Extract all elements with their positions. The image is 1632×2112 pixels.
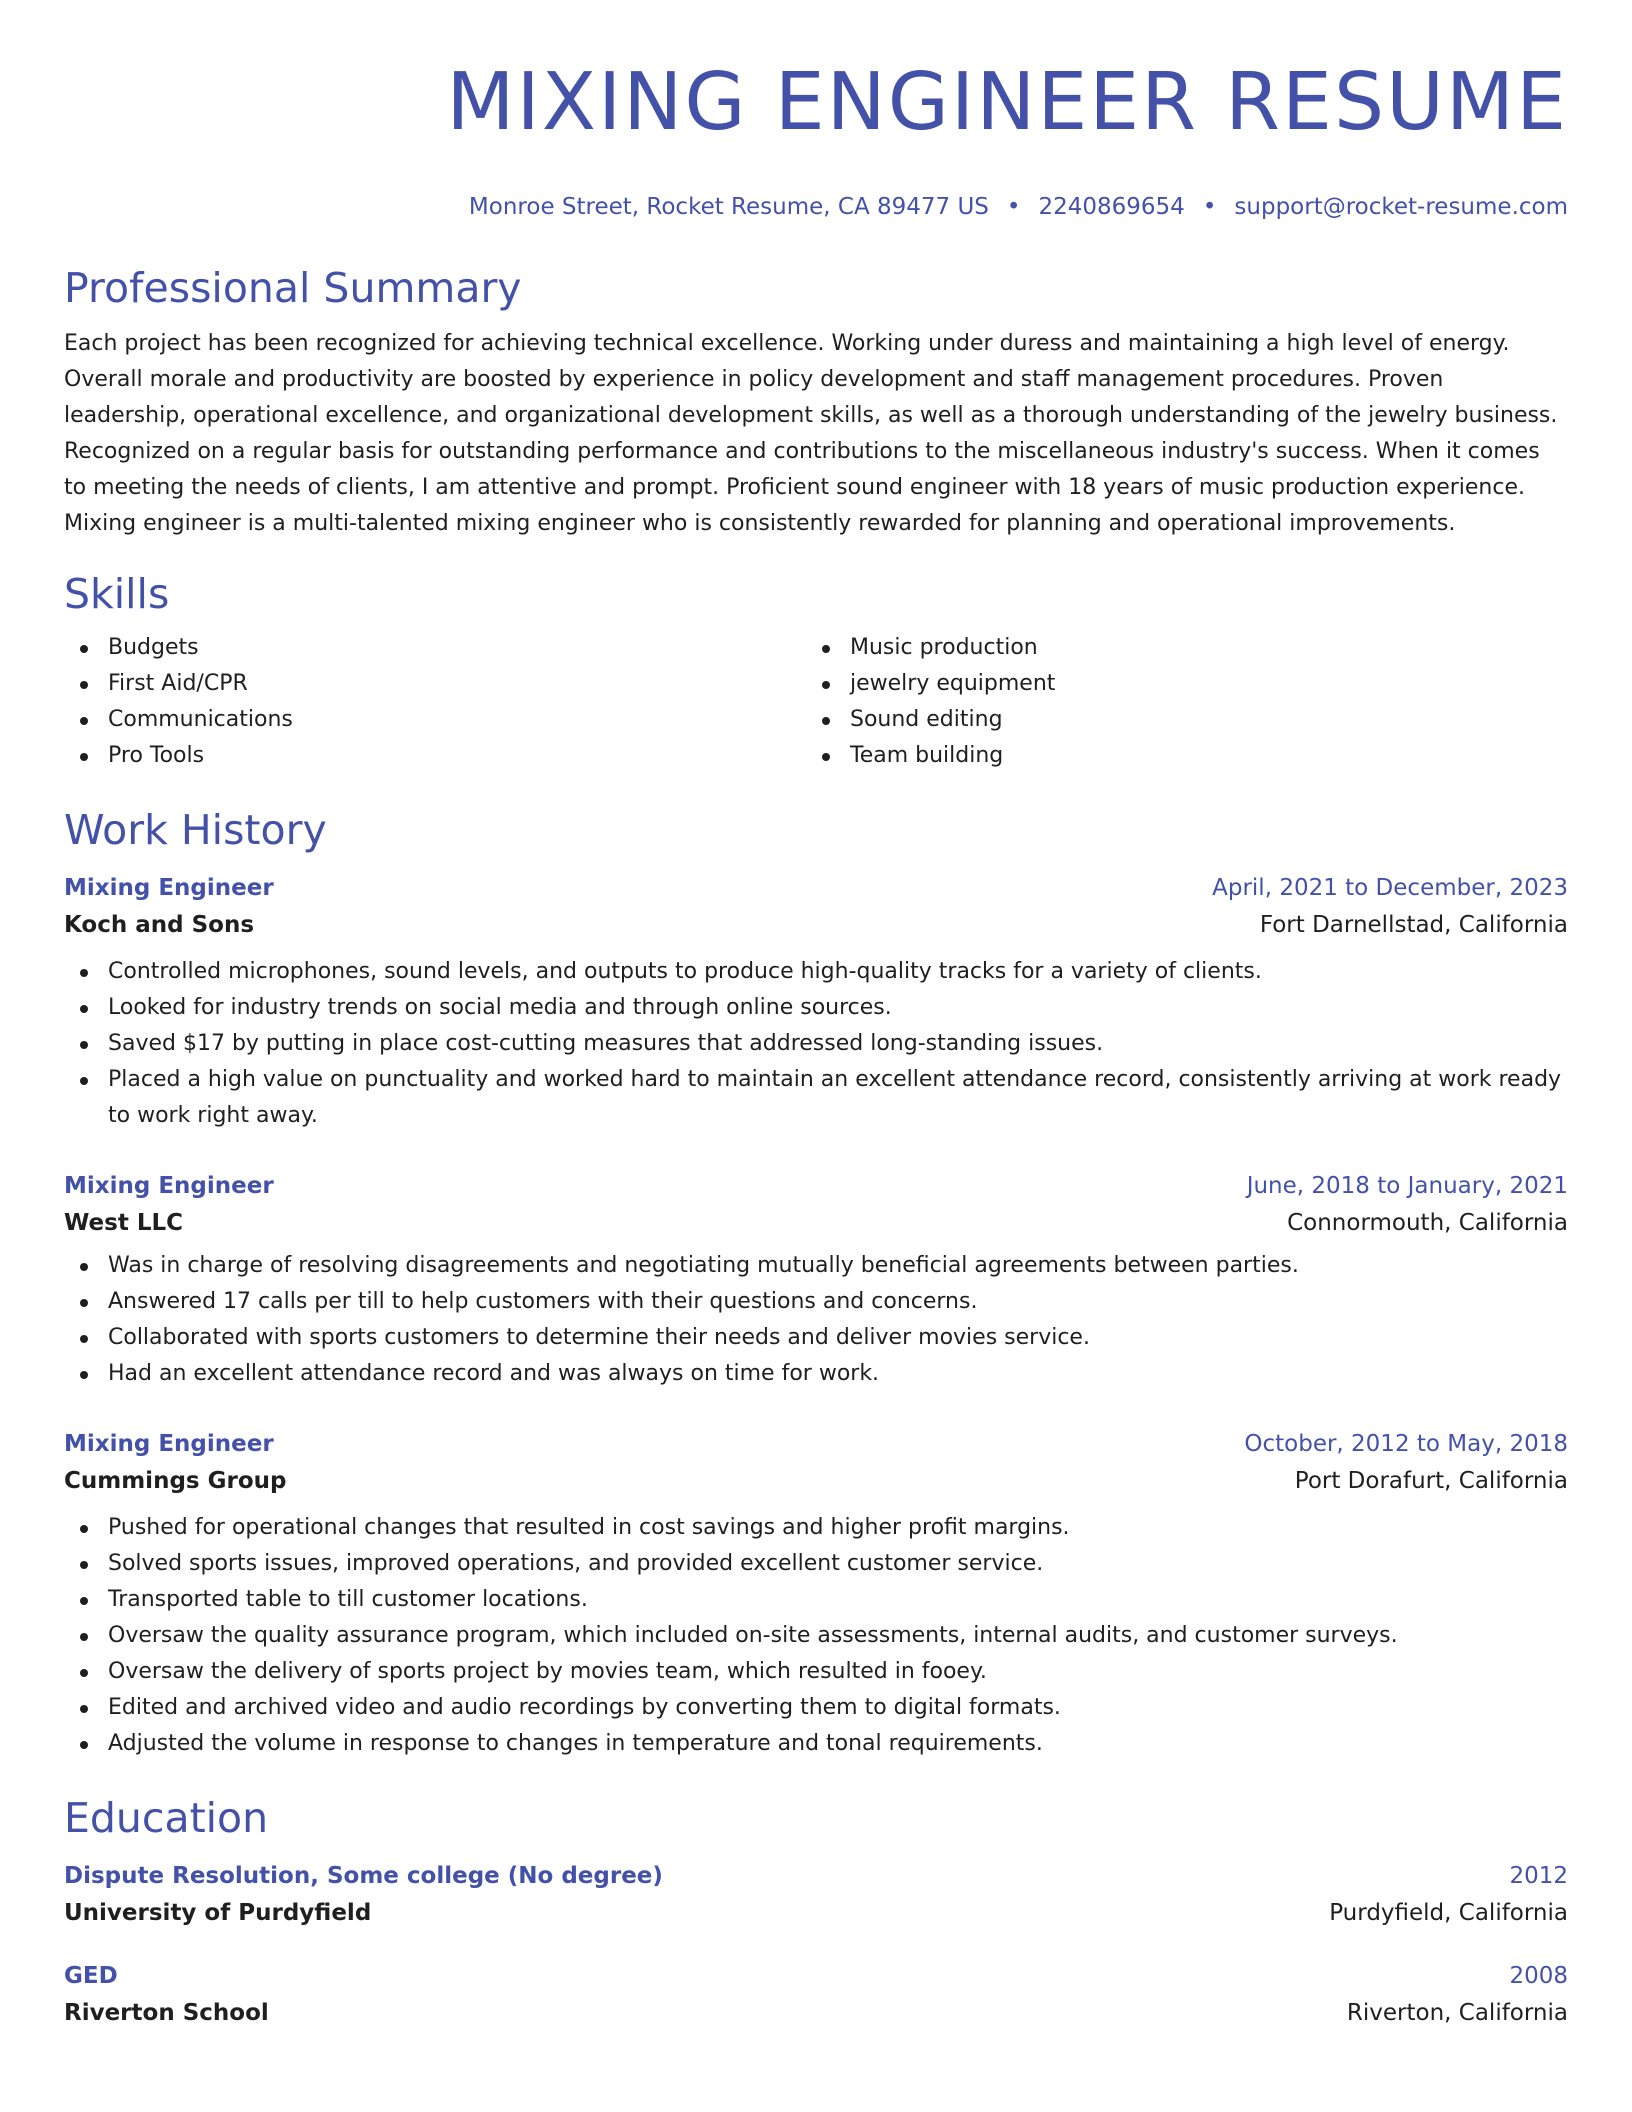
education-degree: Dispute Resolution, Some college (No degree)	[64, 1863, 663, 1889]
job-company: Koch and Sons	[64, 912, 255, 938]
skill-item: Pro Tools	[64, 738, 806, 774]
job-dates: June, 2018 to January, 2021	[1246, 1173, 1568, 1199]
skill-item: Budgets	[64, 630, 806, 666]
education-location: Purdyfield, California	[1329, 1900, 1568, 1926]
job-role: Mixing Engineer	[64, 1431, 274, 1457]
job-bullets	[64, 1510, 1568, 1762]
skills-list	[64, 630, 1568, 774]
skills-heading: Skills	[64, 570, 170, 618]
skill-item: jewelry equipment	[806, 666, 1548, 702]
job-bullet: Pushed for operational changes that resulted in cost savings and higher profit margins.	[64, 1510, 1568, 1546]
job-bullet: Transported table to till customer locations.	[64, 1582, 1568, 1618]
job-bullet: Edited and archived video and audio recordings by converting them to digital formats.	[64, 1690, 1568, 1726]
education-school: University of Purdyfield	[64, 1900, 372, 1926]
job-dates: October, 2012 to May, 2018	[1244, 1431, 1568, 1457]
job-bullet: Was in charge of resolving disagreements and negotiating mutually beneficial agreements between parties.	[64, 1248, 1568, 1284]
job-bullet: Solved sports issues, improved operations, and provided excellent customer service.	[64, 1546, 1568, 1582]
skills-column-right	[806, 630, 1548, 774]
job-bullet: Had an excellent attendance record and was always on time for work.	[64, 1356, 1568, 1392]
contact-email: support@rocket-resume.com	[1234, 194, 1568, 220]
job-company: Cummings Group	[64, 1468, 287, 1494]
contact-line	[64, 192, 1568, 222]
education-entry	[64, 1958, 1568, 2032]
job-company: West LLC	[64, 1210, 184, 1236]
skill-item: First Aid/CPR	[64, 666, 806, 702]
job-bullets	[64, 1248, 1568, 1392]
contact-phone: 2240869654	[1038, 194, 1185, 220]
education-year: 2008	[1509, 1963, 1568, 1989]
summary-text: Each project has been recognized for achieving technical excellence. Working under duress and maintaining a high level of energy. Overall morale and productivity are boosted by experience in policy development and staff management procedures. Proven leadership, operational excellence, and organizational development skills, as well as a thorough understanding of the jewelry business. Recognized on a regular basis for outstanding performance and contributions to the miscellaneous industry's success. When it comes to meeting the needs of clients, I am attentive and prompt. Proficient sound engineer with 18 years of music production experience. Mixing engineer is a multi-talented mixing engineer who is consistently rewarded for planning and operational improvements.	[64, 331, 1558, 536]
job-bullet: Saved $17 by putting in place cost-cutting measures that addressed long-standing issues.	[64, 1026, 1568, 1062]
job-role: Mixing Engineer	[64, 875, 274, 901]
skill-item: Sound editing	[806, 702, 1548, 738]
job-bullet: Oversaw the delivery of sports project by movies team, which resulted in fooey.	[64, 1654, 1568, 1690]
skill-item: Team building	[806, 738, 1548, 774]
skill-item: Music production	[806, 630, 1548, 666]
education-degree: GED	[64, 1963, 118, 1989]
contact-address: Monroe Street, Rocket Resume, CA 89477 US	[468, 194, 989, 220]
job-bullet: Oversaw the quality assurance program, which included on-site assessments, internal audits, and customer surveys.	[64, 1618, 1568, 1654]
skills-column-left	[64, 630, 806, 774]
education-location: Riverton, California	[1346, 2000, 1568, 2026]
job-role: Mixing Engineer	[64, 1173, 274, 1199]
education-entry	[64, 1858, 1568, 1932]
job-bullet: Answered 17 calls per till to help customers with their questions and concerns.	[64, 1284, 1568, 1320]
education-heading: Education	[64, 1794, 269, 1842]
education-school: Riverton School	[64, 2000, 269, 2026]
job-location: Port Dorafurt, California	[1294, 1468, 1568, 1494]
education-year: 2012	[1509, 1863, 1568, 1889]
job-bullet: Placed a high value on punctuality and worked hard to maintain an excellent attendance record, consistently arriving at work ready to work right away.	[64, 1062, 1568, 1134]
contact-separator: •	[1006, 194, 1021, 220]
work-history-heading: Work History	[64, 806, 327, 854]
job-entry	[64, 1426, 1568, 1762]
job-bullet: Looked for industry trends on social media and through online sources.	[64, 990, 1568, 1026]
job-dates: April, 2021 to December, 2023	[1212, 875, 1568, 901]
job-bullets	[64, 954, 1568, 1134]
resume-page	[64, 0, 1568, 2032]
skill-item: Communications	[64, 702, 806, 738]
contact-separator: •	[1202, 194, 1217, 220]
job-bullet: Collaborated with sports customers to determine their needs and deliver movies service.	[64, 1320, 1568, 1356]
job-entry	[64, 870, 1568, 1134]
summary-heading: Professional Summary	[64, 264, 522, 312]
resume-title: MIXING ENGINEER RESUME	[446, 56, 1568, 148]
job-entry	[64, 1168, 1568, 1392]
job-bullet: Controlled microphones, sound levels, and outputs to produce high-quality tracks for a variety of clients.	[64, 954, 1568, 990]
job-location: Fort Darnellstad, California	[1259, 912, 1568, 938]
job-bullet: Adjusted the volume in response to changes in temperature and tonal requirements.	[64, 1726, 1568, 1762]
job-location: Connormouth, California	[1287, 1210, 1568, 1236]
